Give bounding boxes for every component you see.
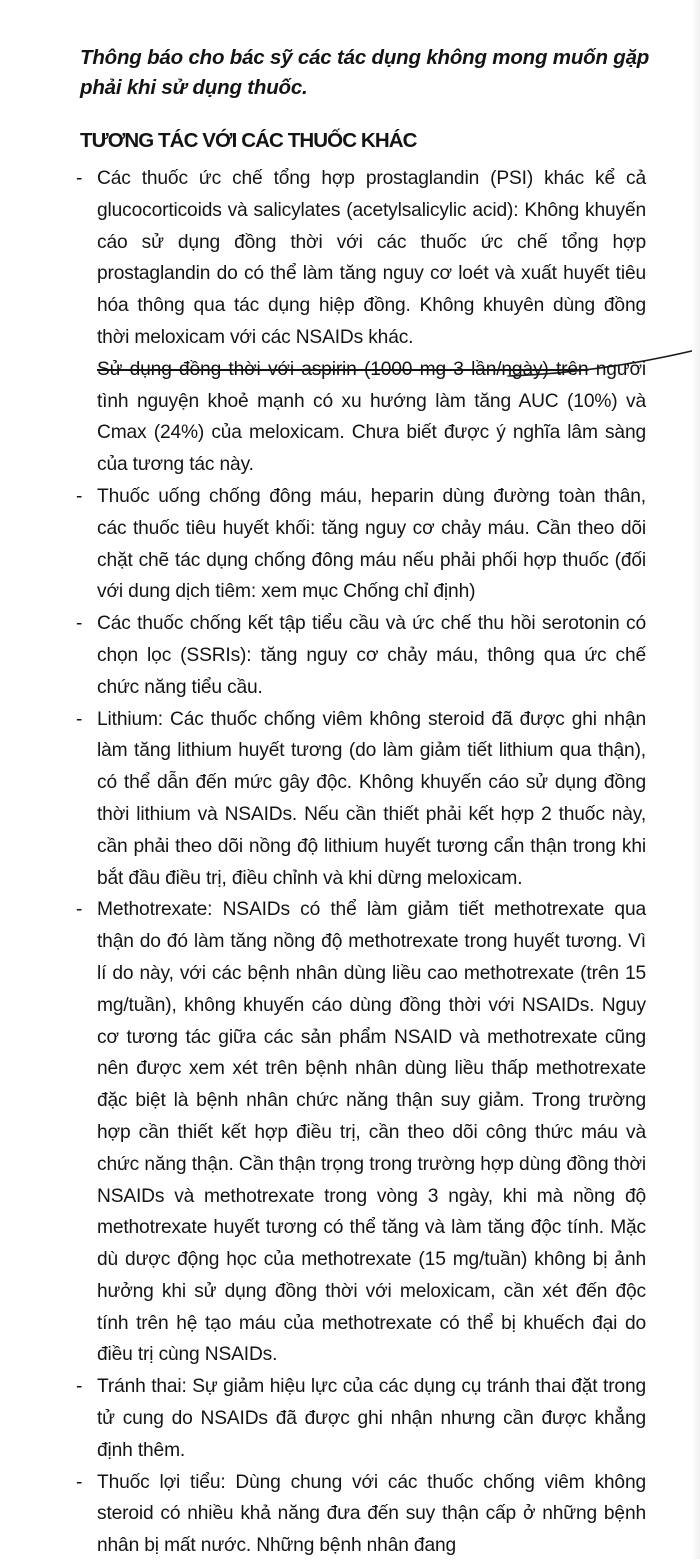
- list-item-psi: [76, 163, 646, 354]
- list-item-text: Lithium: Các thuốc chống viêm không steroid đã được ghi nhận làm tăng lithium huyết tương (do làm giảm tiết lithium qua thận), có thể dẫn đến mức gây độc. Không khuyến cáo sử dụng đồng thời lithium và NSAIDs. Nếu cần thiết phải kết hợp 2 thuốc này, cần phải theo dõi nồng độ lithium huyết tương cẩn thận trong khi bắt đầu điều trị, điều chỉnh và khi dừng meloxicam.: [97, 708, 646, 889]
- pen-strikethrough-mark: [508, 344, 698, 384]
- list-marker: -: [76, 168, 83, 189]
- list-item-methotrexate: [76, 894, 646, 1371]
- list-item-text: Các thuốc ức chế tổng hợp prostaglandin (PSI) khác kể cả glucocorticoids và salicylates (acetylsalicylic acid): Không khuyến cáo sử dụng đồng thời với các thuốc ức chế tổng hợp prostaglandin do có thể làm tăng nguy cơ loét và xuất huyết tiêu hóa thông qua tác dụng hiệp đồng. Không khuyên dùng đồng thời meloxicam với các NSAIDs khác.: [97, 168, 646, 348]
- section-heading: TƯƠNG TÁC VỚI CÁC THUỐC KHÁC: [80, 129, 417, 152]
- list-item-text: Thuốc lợi tiểu: Dùng chung với các thuốc chống viêm không steroid có nhiều khả năng đưa đến suy thận cấp ở những bệnh nhân bị mất nước. Những bệnh nhân đang: [97, 1471, 646, 1557]
- list-item-text: người tình nguyện khoẻ mạnh có xu hướng làm tăng AUC (10%) và Cmax (24%) của meloxicam. Chưa biết được ý nghĩa lâm sàng của tương tác này.: [97, 358, 646, 476]
- list-item-text: Tránh thai: Sự giảm hiệu lực của các dụng cụ tránh thai đặt trong tử cung do NSAIDs đã được ghi nhận nhưng cần được khẳng định thêm.: [97, 1376, 646, 1461]
- intro-note: Thông báo cho bác sỹ các tác dụng không mong muốn gặp phải khi sử dụng thuốc.: [80, 45, 650, 99]
- list-marker: -: [76, 613, 83, 635]
- list-item-lithium: [76, 704, 646, 895]
- struck-through-text: Sử dụng đồng thời với aspirin (1000 mg 3 lần/ngày) trên: [97, 358, 589, 380]
- list-item-text: Methotrexate: NSAIDs có thể làm giảm tiết methotrexate qua thận do đó làm tăng nồng độ methotrexate trong huyết tương. Vì lí do này, với các bệnh nhân dùng liều cao methotrexate (trên 15 mg/tuần), không khuyến cáo dùng đồng thời với NSAIDs. Nguy cơ tương tác giữa các sản phẩm NSAID và methotrexate cũng nên được xem xét trên bệnh nhân dùng liều thấp methotrexate đặc biệt là bệnh nhân chức năng thận suy giảm. Trong trường hợp cần thiết kết hợp điều trị, cần theo dõi công thức máu và chức năng thận. Cần thận trọng trong trường hợp dùng đồng thời NSAIDs và methotrexate trong vòng 3 ngày, khi mà nồng độ methotrexate huyết tương có thể tăng và làm tăng độc tính. Mặc dù dược động học của methotrexate (15 mg/tuần) không bị ảnh hưởng khi sử dụng đồng thời với meloxicam, cần xét đến độc tính trên hệ tạo máu của methotrexate có thể bị khuếch đại do điều trị cùng NSAIDs.: [97, 899, 646, 1366]
- list-item-text: Thuốc uống chống đông máu, heparin dùng đường toàn thân, các thuốc tiêu huyết khối: tăng nguy cơ chảy máu. Cần theo dõi chặt chẽ tác dụng chống đông máu nếu phải phối hợp thuốc (đối với dung dịch tiêm: xem mục Chống chỉ định): [97, 485, 646, 603]
- list-marker: -: [76, 708, 83, 730]
- list-item-diuretics: [76, 1467, 646, 1562]
- scan-edge-shadow: [692, 0, 700, 1559]
- list-item-contraception: [76, 1371, 646, 1466]
- list-item-antiplatelets: [76, 608, 646, 703]
- list-item-text: Các thuốc chống kết tập tiểu cầu và ức chế thu hồi serotonin có chọn lọc (SSRIs): tăng nguy cơ chảy máu, thông qua ức chế chức năng tiểu cầu.: [97, 613, 646, 698]
- list-marker: -: [76, 1376, 83, 1398]
- list-marker: -: [76, 485, 83, 507]
- list-item-anticoagulants: [76, 481, 646, 608]
- list-marker: -: [76, 899, 83, 921]
- list-marker: -: [76, 1471, 83, 1493]
